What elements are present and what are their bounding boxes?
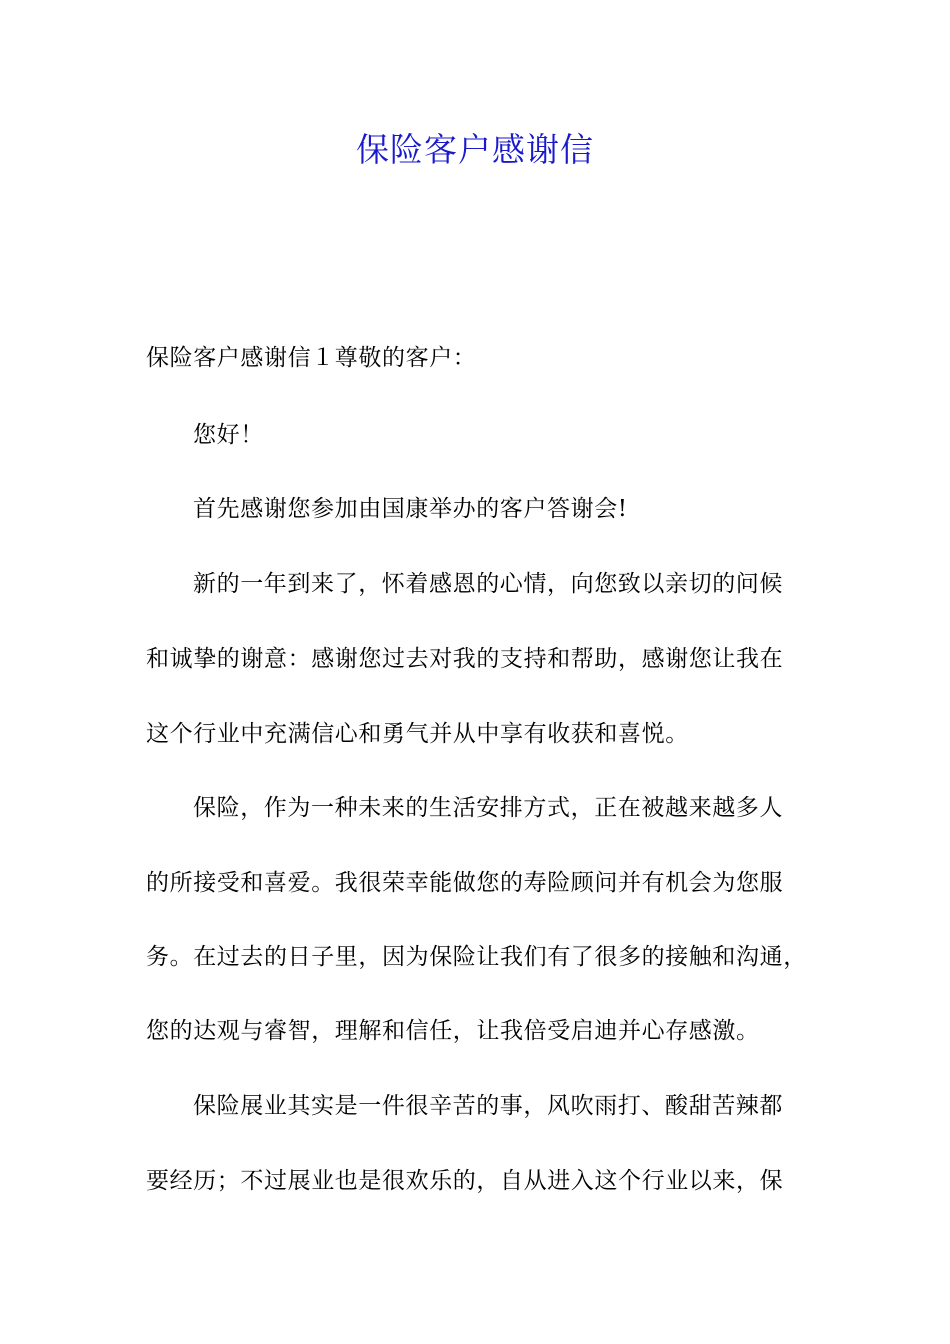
paragraph-line: 要经历；不过展业也是很欢乐的，自从进入这个行业以来，保 (146, 1168, 784, 1194)
paragraph-line: 务。在过去的日子里，因为保险让我们有了很多的接触和沟通， (146, 944, 807, 970)
paragraph-line: 的所接受和喜爱。我很荣幸能做您的寿险顾问并有机会为您服 (146, 870, 784, 896)
paragraph-line: 您的达观与睿智，理解和信任，让我倍受启迪并心存感激。 (146, 1018, 760, 1044)
paragraph-line: 这个行业中充满信心和勇气并从中享有收获和喜悦。 (146, 721, 689, 747)
paragraph-line: 保险展业其实是一件很辛苦的事，风吹雨打、酸甜苦辣都 (193, 1093, 783, 1119)
paragraph-line: 新的一年到来了，怀着感恩的心情，向您致以亲切的问候 (193, 571, 783, 597)
paragraph-line: 首先感谢您参加由国康举办的客户答谢会! (193, 496, 628, 522)
paragraph-line: 和诚挚的谢意：感谢您过去对我的支持和帮助，感谢您让我在 (146, 646, 784, 672)
paragraph-line: 保险，作为一种未来的生活安排方式，正在被越来越多人 (193, 795, 783, 821)
greeting-line: 您好！ (193, 422, 264, 448)
salutation-line: 保险客户感谢信１尊敬的客户： (146, 345, 477, 371)
document-title: 保险客户感谢信 (356, 130, 594, 169)
